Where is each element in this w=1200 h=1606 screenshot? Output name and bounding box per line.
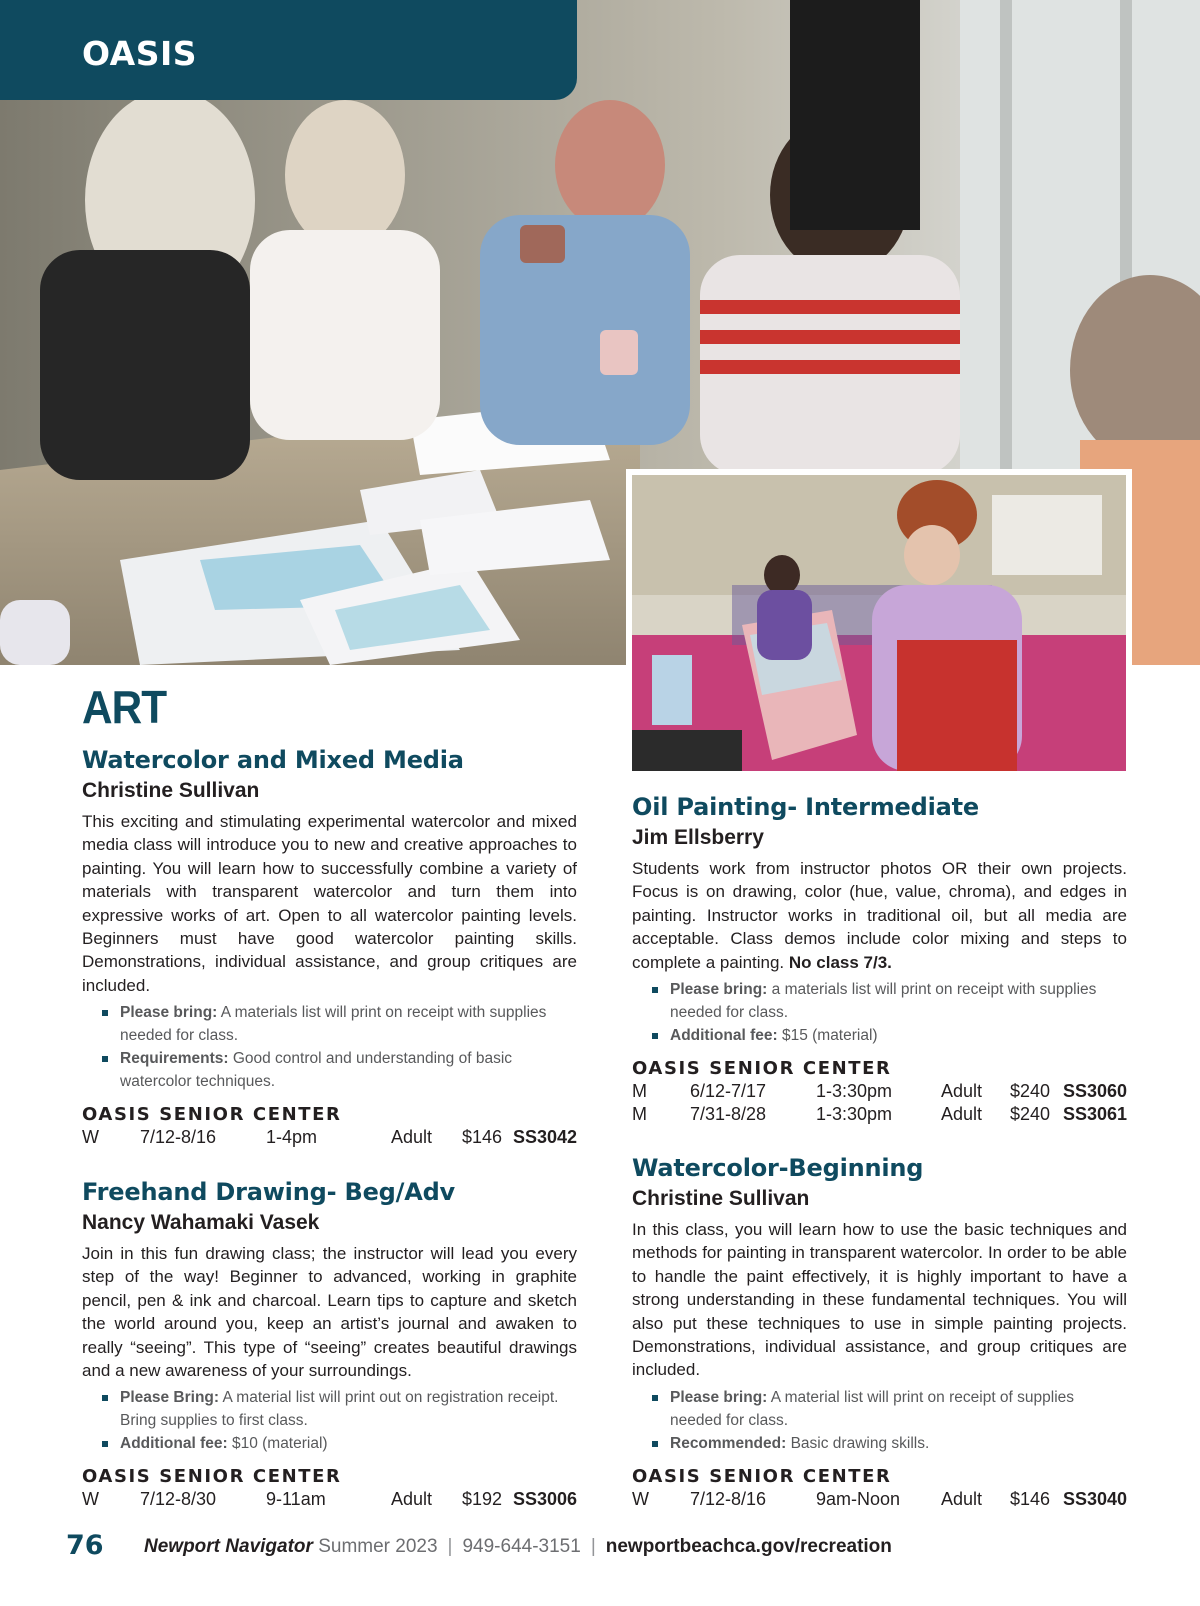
footer-text [144,1536,892,1558]
note-please-bring: Please bring: A material list will print on receipt of supplies needed for class. [654,1386,1127,1432]
section-banner [0,0,577,100]
schedule-row [82,1126,577,1149]
note-please-bring: Please bring: A materials list will print on receipt with supplies needed for class. [104,1001,577,1047]
note-requirements: Requirements: Good control and understanding of basic watercolor techniques. [104,1047,577,1093]
note-please-bring: Please Bring: A material list will print out on registration receipt. Bring supplies to first class. [104,1386,577,1432]
footer-phone[interactable]: 949-644-3151 [462,1536,581,1557]
schedule-row [632,1080,1127,1103]
course-code[interactable]: SS3006 [512,1489,577,1510]
schedule-age: Adult [941,1488,983,1509]
course-description: Students work from instructor photos OR their own projects. Focus is on drawing, color (hue, value, chroma), and edges in painting. Instructor works in traditional oil, but all media are acceptable. Class demos include color mixing and steps to complete a painting. No class 7/3. [632,859,1127,972]
schedule-dates: 7/31-8/28 [690,1104,767,1125]
course-location: OASIS SENIOR CENTER [632,1058,892,1080]
footer-url-link[interactable]: newportbeachca.gov/recreation [605,1536,892,1557]
schedule-time: 1-3:30pm [816,1081,893,1102]
schedule-time: 1-3:30pm [816,1104,893,1125]
course-instructor: Christine Sullivan [632,1187,810,1210]
course-code[interactable]: SS3060 [1062,1081,1127,1102]
course-title: Freehand Drawing- Beg/Adv [82,1178,456,1206]
course-instructor: Nancy Wahamaki Vasek [82,1211,320,1234]
course-notes [632,978,1127,1047]
schedule-time: 9-11am [266,1489,326,1510]
course-description: In this class, you will learn how to use the basic techniques and methods for painting in transparent watercolor. In order to be able to handle the paint effectively, it is highly important to have a strong understanding in these fundamental techniques. You will also put these techniques to use in simple painting projects. Demonstrations, individual assistance, and group critiques are included. [632,1220,1127,1380]
schedule-day: M [632,1081,647,1102]
schedule-dates: 7/12-8/30 [140,1489,217,1510]
course-no-class-note: No class 7/3. [788,952,892,972]
schedule-fee: $146 [1010,1488,1051,1509]
schedule-row [632,1103,1127,1126]
schedule-day: W [82,1127,99,1148]
course-title: Watercolor and Mixed Media [82,746,464,774]
inset-photo-illustration [632,475,1126,771]
note-please-bring: Please bring: a materials list will print on receipt with supplies needed for class. [654,978,1127,1024]
banner-title: OASIS [82,34,198,73]
course-watercolor-beginning [632,1152,1127,1511]
schedule-age: Adult [941,1081,983,1102]
schedule-day: W [632,1488,649,1509]
inset-photo [626,469,1132,777]
course-description: Join in this fun drawing class; the instructor will lead you every step of the way! Beginner to advanced, working in graphite pencil, pen & ink and charcoal. Learn tips to capture and sketch the world around you, keep an artist’s journal and awaken to really “seeing”. This type of “seeing” creates beautiful drawings and a new awareness of your surroundings. [82,1244,577,1381]
course-description: This exciting and stimulating experimental watercolor and mixed media class will introduce you to new and creative approaches to painting. You will learn how to successfully combine a variety of materials with transparent watercolor and turn them into expressive works of art. Open to all watercolor painting levels. Beginners must have good watercolor painting skills. Demonstrations, individual assistance, and group critiques are included. [82,812,577,995]
schedule-fee: $240 [1010,1081,1051,1102]
footer-separator: | [447,1536,453,1557]
note-recommended: Recommended: Basic drawing skills. [654,1432,1127,1455]
schedule-row [632,1488,1127,1511]
schedule-row [82,1488,577,1511]
page-number: 76 [66,1530,104,1561]
course-freehand-drawing [82,1176,577,1511]
note-additional-fee: Additional fee: $15 (material) [654,1024,1127,1047]
schedule-age: Adult [941,1104,983,1125]
course-code[interactable]: SS3040 [1062,1488,1127,1509]
schedule-dates: 7/12-8/16 [690,1488,767,1509]
course-location: OASIS SENIOR CENTER [632,1465,892,1487]
page-footer [0,1530,1200,1570]
schedule-fee: $240 [1010,1104,1051,1125]
schedule-fee: $146 [462,1127,503,1148]
schedule-time: 9am-Noon [816,1488,901,1509]
schedule-fee: $192 [462,1489,503,1510]
course-instructor: Christine Sullivan [82,779,260,802]
schedule-age: Adult [391,1489,433,1510]
publication-name: Newport Navigator [144,1536,313,1557]
course-code[interactable]: SS3042 [512,1127,577,1148]
schedule-time: 1-4pm [266,1127,318,1148]
course-title: Watercolor-Beginning [632,1154,924,1182]
note-additional-fee: Additional fee: $10 (material) [104,1432,577,1455]
course-location: OASIS SENIOR CENTER [82,1104,342,1126]
footer-separator: | [590,1536,596,1557]
schedule-age: Adult [391,1127,433,1148]
publication-season: Summer 2023 [312,1536,438,1557]
course-title: Oil Painting- Intermediate [632,793,979,821]
course-code[interactable]: SS3061 [1062,1104,1127,1125]
course-instructor: Jim Ellsberry [632,826,764,849]
course-notes [82,1386,577,1455]
schedule-dates: 7/12-8/16 [140,1127,217,1148]
schedule-day: W [82,1489,99,1510]
schedule-dates: 6/12-7/17 [690,1081,767,1102]
schedule-day: M [632,1104,647,1125]
section-heading: ART [82,681,167,733]
course-oil-painting [632,791,1127,1126]
course-notes [632,1386,1127,1455]
course-location: OASIS SENIOR CENTER [82,1466,342,1488]
course-watercolor-mixed-media [82,744,577,1149]
course-notes [82,1001,577,1093]
